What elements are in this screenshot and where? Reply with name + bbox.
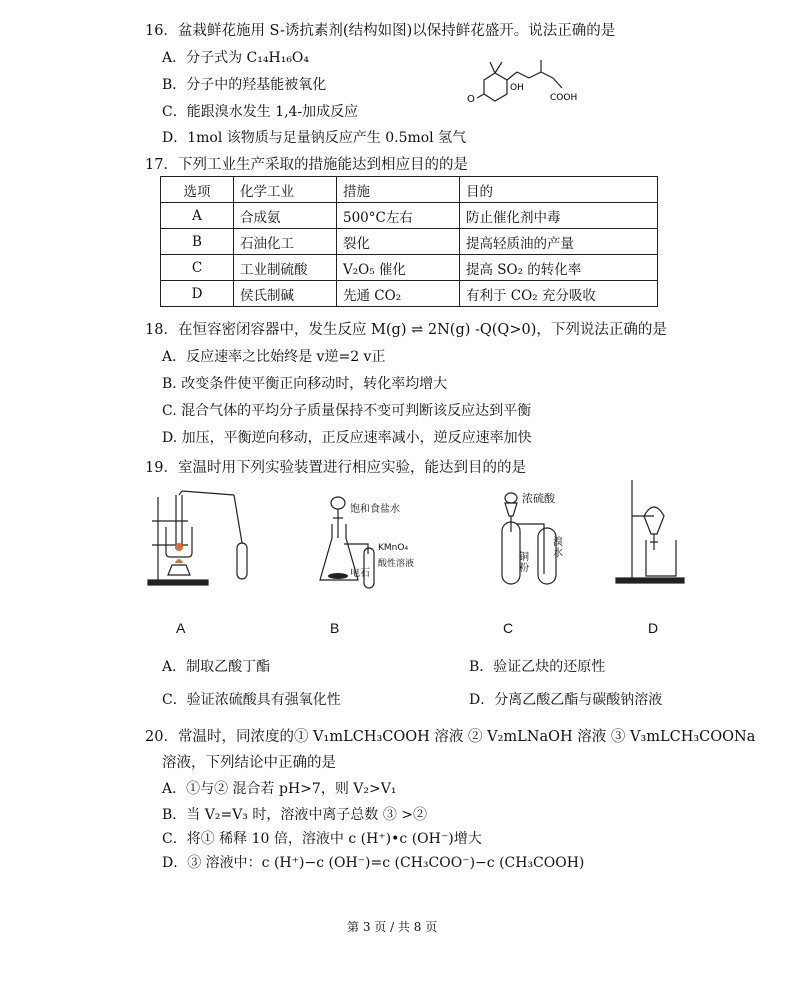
- apparatus-c-copper-label: 铜粉: [519, 552, 529, 574]
- q18-option-a: A．反应速率之比始终是 v逆=2 v正: [162, 349, 386, 365]
- table-cell: 裂化: [337, 229, 460, 255]
- q16-option-c: C．能跟溴水发生 1,4-加成反应: [162, 104, 359, 120]
- apparatus-d-diagram: [612, 476, 696, 586]
- table-cell: 先通 CO₂: [337, 281, 460, 307]
- q18-option-d: D. 加压，平衡逆向移动，正反应速率减小，逆反应速率加快: [162, 430, 532, 446]
- table-cell: 有利于 CO₂ 充分吸收: [460, 281, 658, 307]
- table-row: [161, 281, 658, 307]
- table-cell: 提高轻质油的产量: [460, 229, 658, 255]
- apparatus-label-b: B: [330, 620, 340, 636]
- apparatus-label-a: A: [176, 620, 186, 636]
- q16-stem: 16．盆栽鲜花施用 S-诱抗素剂(结构如图)以保持鲜花盛开。说法正确的是: [145, 23, 616, 39]
- q16-structure: [462, 52, 592, 110]
- page-footer: 第 3 页 / 共 8 页: [347, 920, 438, 934]
- q19-stem: 19．室温时用下列实验装置进行相应实验，能达到目的的是: [145, 460, 526, 476]
- apparatus-c-acid-label: 浓硫酸: [522, 492, 555, 505]
- table-cell: 侯氏制碱: [234, 281, 337, 307]
- apparatus-b-solution-label-2: 酸性溶液: [378, 559, 415, 569]
- q16-struct-oh: OH: [510, 83, 524, 93]
- table-header: 措施: [337, 177, 460, 203]
- table-cell: A: [161, 203, 234, 229]
- table-cell: D: [161, 281, 234, 307]
- apparatus-b-solution-label-1: KMnO₄: [378, 543, 409, 553]
- table-row: [161, 203, 658, 229]
- q19-option-b: B．验证乙炔的还原性: [469, 659, 606, 675]
- q18-option-b: B. 改变条件使平衡正向移动时，转化率均增大: [162, 376, 448, 392]
- q18-option-c: C. 混合气体的平均分子质量保持不变可判断该反应达到平衡: [162, 403, 532, 419]
- table-cell: 500°C左右: [337, 203, 460, 229]
- table-cell: 工业制硫酸: [234, 255, 337, 281]
- table-row: [161, 229, 658, 255]
- apparatus-label-c: C: [503, 620, 514, 636]
- q16-option-b: B．分子中的羟基能被氧化: [162, 77, 327, 93]
- q17-stem: 17．下列工业生产采取的措施能达到相应目的的是: [145, 157, 468, 173]
- table-cell: C: [161, 255, 234, 281]
- apparatus-label-d: D: [648, 620, 659, 636]
- q17-table: [160, 176, 658, 307]
- table-cell: 防止催化剂中毒: [460, 203, 658, 229]
- q20-stem-line1: 20．常温时，同浓度的① V₁mLCH₃COOH 溶液 ② V₂mLNaOH 溶液 ③ V₃mLCH₃COONa: [145, 729, 756, 745]
- q16-struct-cooh: COOH: [550, 93, 578, 103]
- q19-option-c: C．验证浓硫酸具有强氧化性: [162, 692, 341, 708]
- table-cell: 提高 SO₂ 的转化率: [460, 255, 658, 281]
- table-row: [161, 255, 658, 281]
- table-header: 目的: [460, 177, 658, 203]
- table-cell: 石油化工: [234, 229, 337, 255]
- table-cell: V₂O₅ 催化: [337, 255, 460, 281]
- q20-option-d: D．③ 溶液中：c (H⁺)−c (OH⁻)=c (CH₃COO⁻)−c (CH₃COOH): [162, 855, 585, 871]
- q20-stem-line2: 溶液，下列结论中正确的是: [162, 755, 336, 771]
- table-cell: 合成氨: [234, 203, 337, 229]
- apparatus-b-solid-label: 电石: [350, 568, 370, 579]
- table-header-row: [161, 177, 658, 203]
- q19-option-a: A．制取乙酸丁酯: [162, 659, 271, 675]
- q16-struct-o: O: [467, 94, 475, 105]
- apparatus-a-diagram: [142, 487, 260, 589]
- q16-option-a: A．分子式为 C₁₄H₁₆O₄: [162, 50, 310, 66]
- q20-option-b: B．当 V₂=V₃ 时，溶液中离子总数 ③ >②: [162, 807, 427, 823]
- q20-option-a: A．①与② 混合若 pH>7，则 V₂>V₁: [162, 781, 397, 797]
- q16-option-d: D．1mol 该物质与足量钠反应产生 0.5mol 氢气: [162, 130, 467, 146]
- q18-stem: 18．在恒容密闭容器中，发生反应 M(g) ⇌ 2N(g) -Q(Q>0)，下列说法正确的是: [145, 322, 667, 338]
- table-cell: B: [161, 229, 234, 255]
- table-header: 化学工业: [234, 177, 337, 203]
- apparatus-b-funnel-label: 饱和食盐水: [350, 504, 400, 515]
- apparatus-c-bromine-label: 溴水: [553, 537, 563, 559]
- q19-option-d: D．分离乙酸乙酯与碳酸钠溶液: [469, 692, 663, 708]
- table-header: 选项: [161, 177, 234, 203]
- q20-option-c: C．将① 稀释 10 倍，溶液中 c (H⁺)•c (OH⁻)增大: [162, 831, 482, 847]
